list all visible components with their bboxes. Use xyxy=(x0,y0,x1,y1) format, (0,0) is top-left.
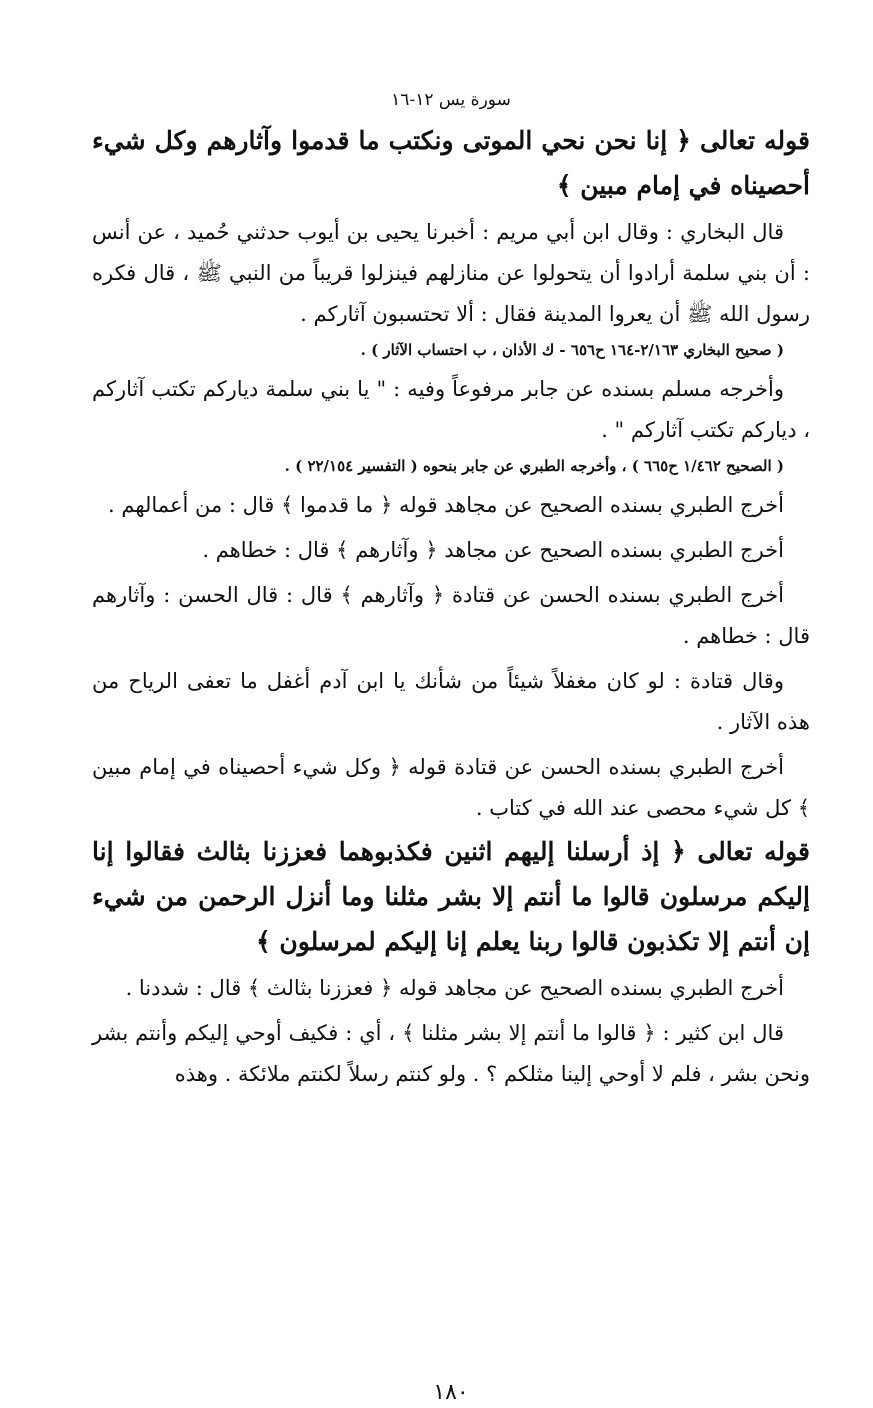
paragraph-qatada-kitab: أخرج الطبري بسنده الحسن عن قتادة قوله ﴿ وكل شيء أحصيناه في إمام مبين ﴾ كل شيء محصى عند الله في كتاب . xyxy=(92,755,810,820)
verse-heading-1: قوله تعالى ﴿ إنا نحن نحي الموتى ونكتب ما قدموا وآثارهم وكل شيء أحصيناه في إمام مبين ﴾ xyxy=(92,126,810,200)
paragraph-ibn-kathir: قال ابن كثير : ﴿ قالوا ما أنتم إلا بشر مثلنا ﴾ ، أي : فكيف أوحي إليكم وأنتم بشر ونحن بشر ، فلم لا أوحي إلينا مثلكم ؟ . ولو كنتم رسلاً لكنتم ملائكة . وهذه xyxy=(92,1021,810,1086)
reference-bukhari: ( صحيح البخاري ٢/١٦٣-١٦٤ ح٦٥٦ - ك الأذان ، ب احتساب الآثار ) . xyxy=(360,341,784,359)
page-number: ١٨٠ xyxy=(433,1380,469,1405)
paragraph-mujahid-qaddamu: أخرج الطبري بسنده الصحيح عن مجاهد قوله ﴿ ما قدموا ﴾ قال : من أعمالهم . xyxy=(108,493,784,517)
paragraph-mujahid-azzazna: أخرج الطبري بسنده الصحيح عن مجاهد قوله ﴿ فعززنا بثالث ﴾ قال : شددنا . xyxy=(125,976,784,1000)
paragraph-bukhari: قال البخاري : وقال ابن أبي مريم : أخبرنا يحيى بن أيوب حدثني حُميد ، عن أنس : أن بني سلمة أرادوا أن يتحولوا عن منازلهم فينزلوا قريباً من النبي ﷺ ، قال فكره رسول الله ﷺ أن يعروا المدينة فقال : ألا تحتسبون آثاركم . xyxy=(92,220,810,326)
paragraph-qatada-saying: وقال قتادة : لو كان مغفلاً شيئاً من شأنك يا ابن آدم أغفل ما تعفى الرياح من هذه الآثار . xyxy=(92,669,810,734)
paragraph-mujahid-atharahum: أخرج الطبري بسنده الصحيح عن مجاهد ﴿ وآثارهم ﴾ قال : خطاهم . xyxy=(202,538,784,562)
document-page xyxy=(92,88,810,1405)
reference-sahih-muslim: ( الصحيح ١/٤٦٢ ح٦٦٥ ) ، وأخرجه الطبري عن جابر بنحوه ( التفسير ٢٢/١٥٤ ) . xyxy=(284,457,784,475)
page-header: سورة يس ١٢-١٦ xyxy=(391,90,511,110)
paragraph-qatada-hasan: أخرج الطبري بسنده الحسن عن قتادة ﴿ وآثارهم ﴾ قال : قال الحسن : وآثارهم قال : خطاهم . xyxy=(92,583,810,648)
verse-heading-2: قوله تعالى ﴿ إذ أرسلنا إليهم اثنين فكذبوهما فعززنا بثالث فقالوا إنا إليكم مرسلون قالوا ما أنتم إلا بشر مثلنا وما أنزل الرحمن من شيء إن أنتم إلا تكذبون قالوا ربنا يعلم إنا إليكم لمرسلون ﴾ xyxy=(92,837,810,956)
paragraph-muslim: وأخرجه مسلم بسنده عن جابر مرفوعاً وفيه : " يا بني سلمة دياركم تكتب آثاركم ، دياركم تكتب آثاركم " . xyxy=(92,377,810,442)
